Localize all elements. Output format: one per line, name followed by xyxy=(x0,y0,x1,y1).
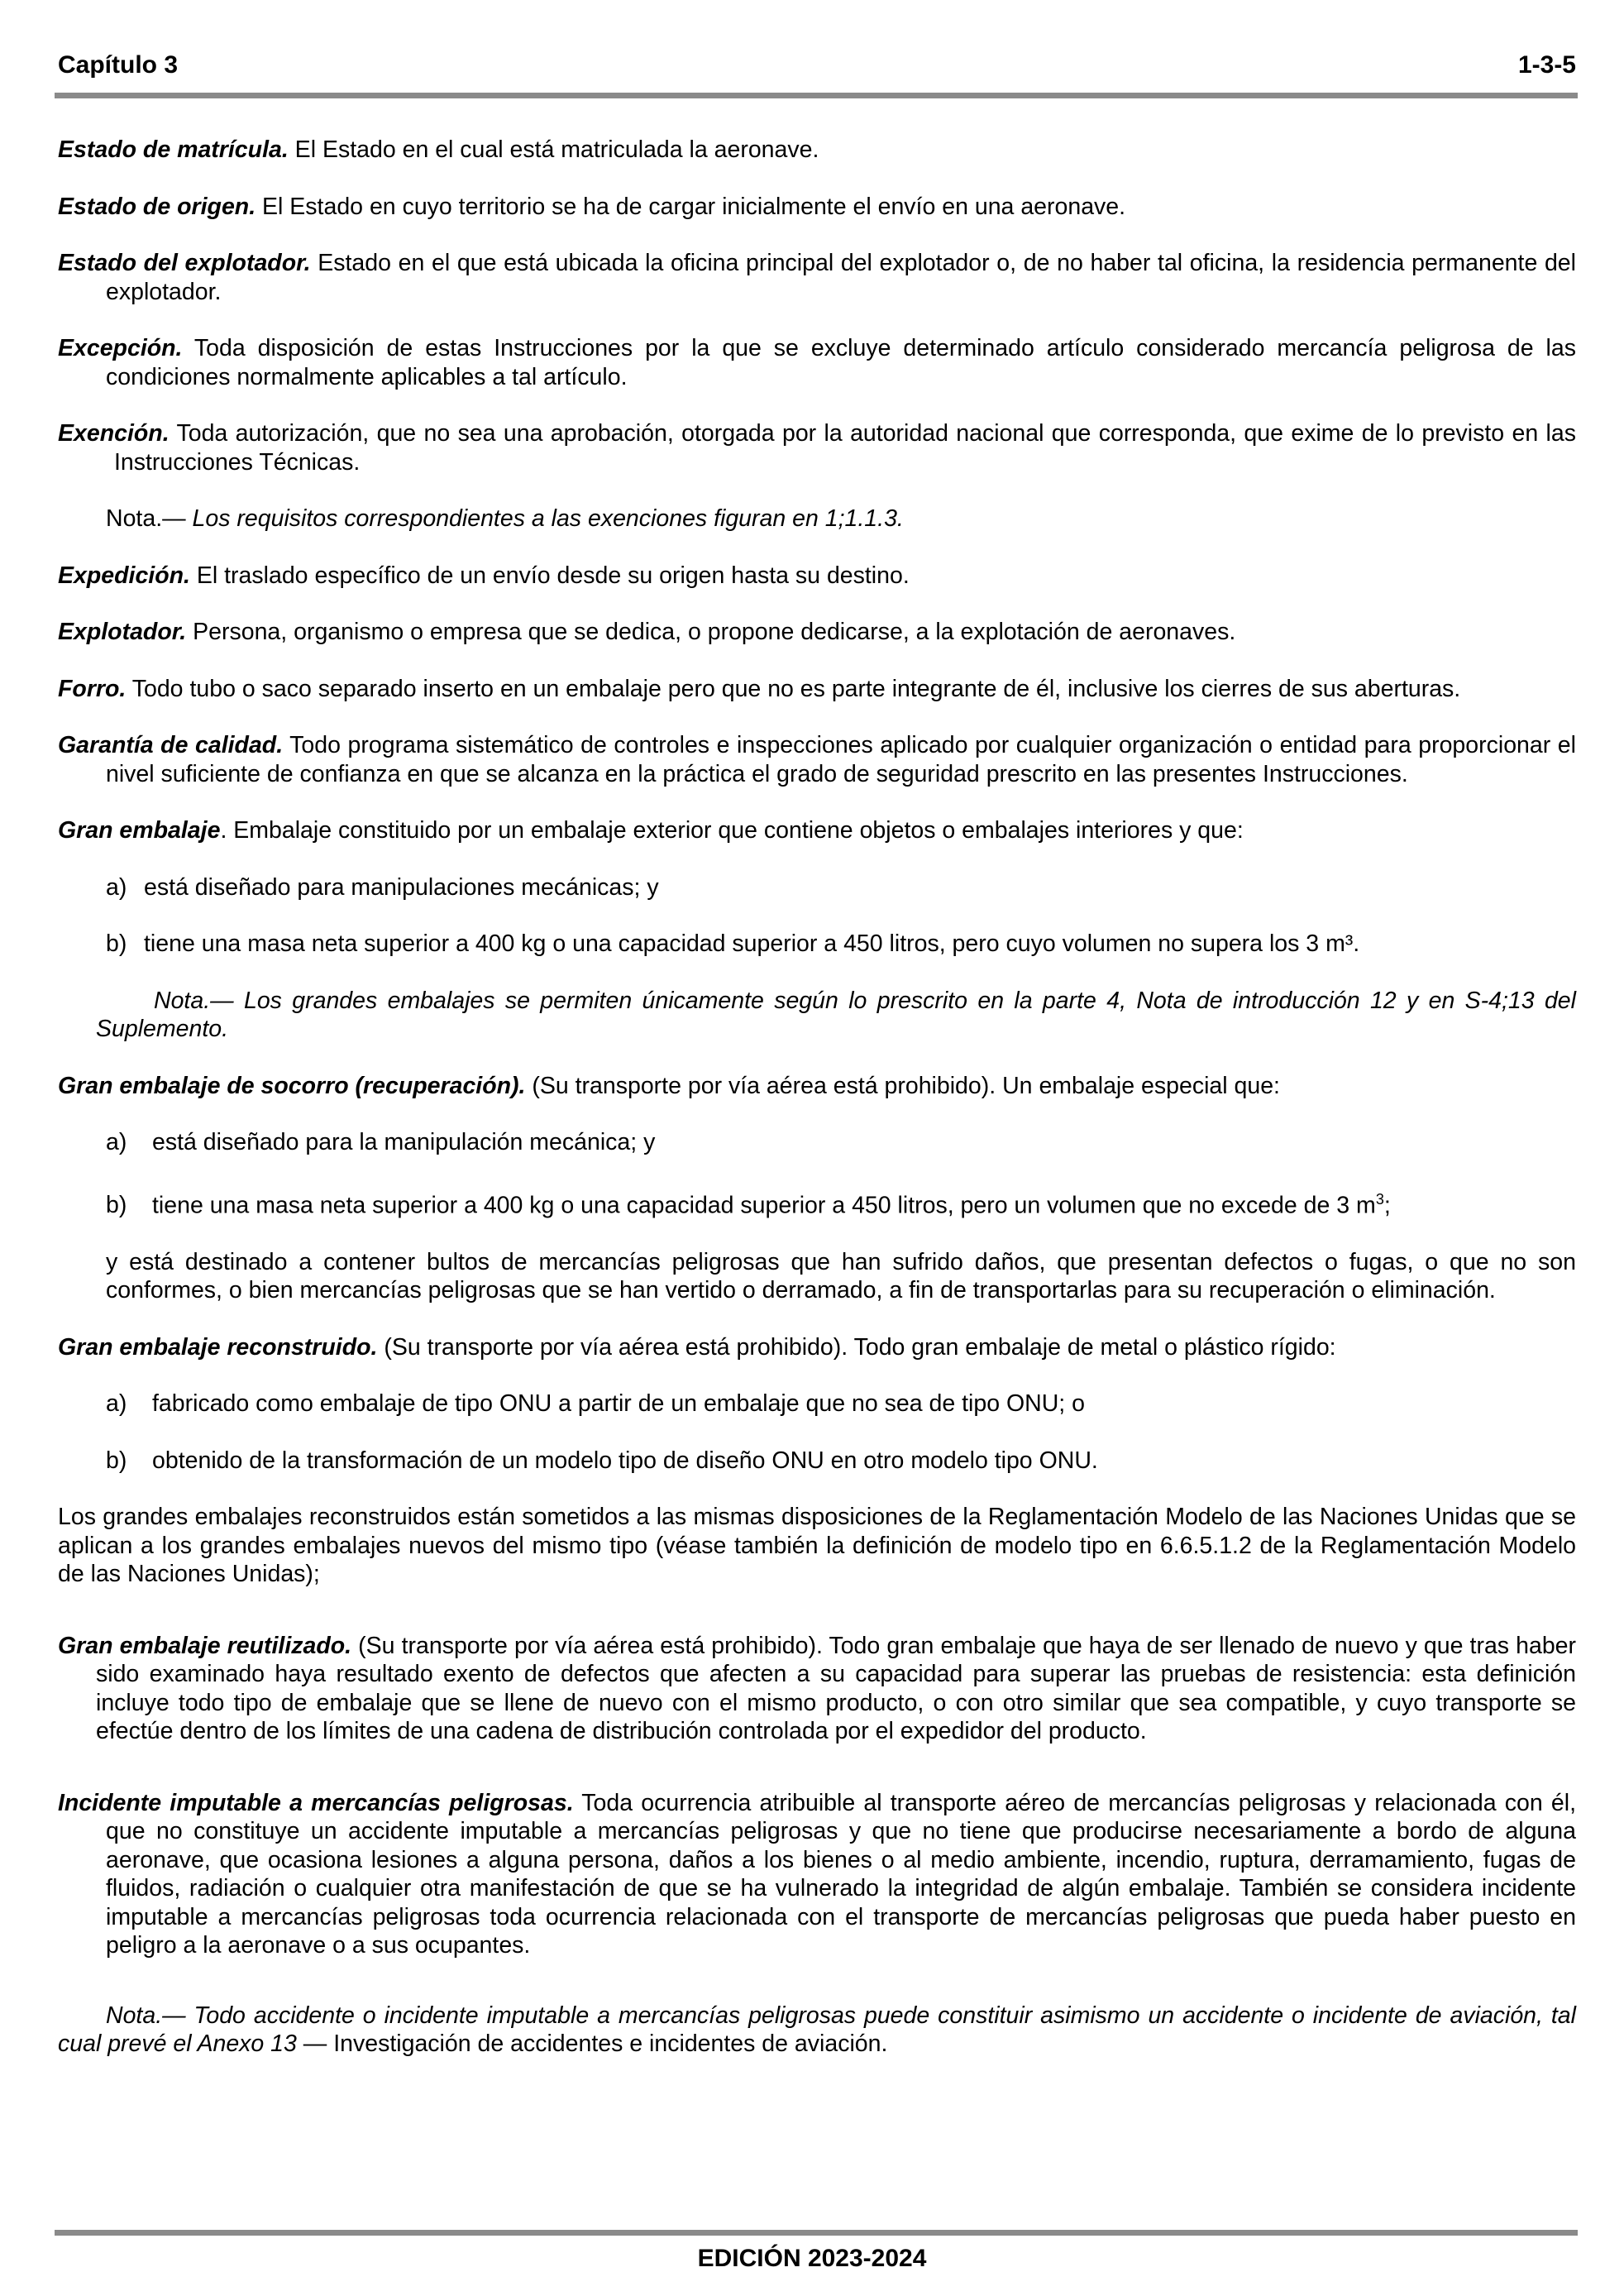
definition-text: El Estado en el cual está matriculada la aeronave. xyxy=(288,136,819,163)
definition-gran-embalaje-reutilizado xyxy=(58,1632,1576,1746)
definition-term: Garantía de calidad. xyxy=(58,732,284,758)
list-item xyxy=(58,1390,1576,1418)
superscript-exponent: 3 xyxy=(1375,1190,1384,1208)
list-item xyxy=(58,1128,1576,1157)
definition-term: Exención. xyxy=(58,420,170,447)
definition-term: Forro. xyxy=(58,675,127,702)
list-item-label: a) xyxy=(106,1129,127,1155)
definition-text: . Embalaje constituido por un embalaje exterior que contiene objetos o embalajes interiores y que: xyxy=(220,817,1244,844)
definition-forro xyxy=(58,675,1576,704)
note-exencion xyxy=(58,505,1576,533)
definition-text: Todo tubo o saco separado inserto en un embalaje pero que no es parte integrante de él, inclusive los cierres de sus aberturas. xyxy=(126,675,1461,702)
note-gran-embalaje: Nota.— Los grandes embalajes se permiten únicamente según lo prescrito en la parte 4, Nota de introducción 12 y en S-4;13 del Suplemento. xyxy=(96,987,1576,1042)
continuation-paragraph: y está destinado a contener bultos de mercancías peligrosas que han sufrido daños, que presentan defectos o fugas, o que no son conformes, o bien mercancías peligrosas que se han vertido o derramado, a fin de transportarlas para su recuperación o eliminación. xyxy=(106,1248,1576,1303)
note-text: Nota.— Todo accidente o incidente imputable a mercancías peligrosas puede constituir asimismo un accidente o incidente de aviación, tal cual prevé el Anexo 13 xyxy=(58,2002,1576,2057)
definition-text: El Estado en cuyo territorio se ha de cargar inicialmente el envío en una aeronave. xyxy=(256,193,1126,220)
note-text: Los requisitos correspondientes a las exenciones figuran en 1;1.1.3. xyxy=(192,505,904,532)
definition-text: Todo programa sistemático de controles e inspecciones aplicado por cualquier organización o entidad para proporcionar el nivel suficiente de confianza en que se alcanza en la práctica el grado de seguridad prescrito en las presentes Instrucciones. xyxy=(106,732,1576,787)
definition-text: Toda autorización, que no sea una aprobación, otorgada por la autoridad nacional que corresponda, que exime de lo previsto en las Instrucciones Técnicas. xyxy=(114,420,1576,476)
list-item-label: b) xyxy=(106,930,127,957)
definition-term: Estado de matrícula. xyxy=(58,136,289,163)
definition-explotador xyxy=(58,618,1576,647)
definition-text: (Su transporte por vía aérea está prohibido). Todo gran embalaje de metal o plástico rígido: xyxy=(377,1333,1336,1361)
list-item-tail: ; xyxy=(1383,1192,1391,1218)
definition-term: Gran embalaje xyxy=(58,817,221,844)
list-item-text: fabricado como embalaje de tipo ONU a partir de un embalaje que no sea de tipo ONU; o xyxy=(152,1390,1085,1417)
definition-text: Toda disposición de estas Instrucciones por la que se excluye determinado artículo considerado mercancía peligrosa de las condiciones normalmente aplicables a tal artículo. xyxy=(106,335,1576,390)
definition-estado-matricula xyxy=(58,136,1576,165)
definition-term: Estado de origen. xyxy=(58,193,256,220)
edition-footer: EDICIÓN 2023-2024 xyxy=(697,2245,927,2272)
body-paragraph: Los grandes embalajes reconstruidos están sometidos a las mismas disposiciones de la Reglamentación Modelo de las Naciones Unidas que se aplican a los grandes embalajes nuevos del mismo tipo (véase también la definición de modelo tipo en 6.6.5.1.2 de la Reglamentación Modelo de las Naciones Unidas); xyxy=(58,1504,1576,1587)
list-item-text: tiene una masa neta superior a 400 kg o una capacidad superior a 450 litros, pero cuyo volumen no supera los 3 m³. xyxy=(144,930,1360,957)
list-item xyxy=(58,1447,1576,1476)
definition-term: Expedición. xyxy=(58,562,190,589)
definition-exencion xyxy=(58,419,1576,476)
definition-estado-explotador xyxy=(58,249,1576,306)
definition-text: Toda ocurrencia atribuible al transporte aéreo de mercancías peligrosas y relacionada con él, que no constituye un accidente imputable a mercancías peligrosas y que no tiene que producirse necesariamente a bordo de alguna aeronave, que ocasiona lesiones a alguna persona, daños a los bienes o al medio ambiente, incendio, ruptura, derramamiento, fugas de fluidos, radiación o cualquier otra manifestación de que se ha vulnerado la integridad de algún embalaje. También se considera incidente imputable a mercancías peligrosas toda ocurrencia relacionada con el transporte de mercancías peligrosas que pueda haber puesto en peligro a la aeronave o a sus ocupantes. xyxy=(106,1789,1577,1959)
page-header xyxy=(58,51,1576,84)
list-item xyxy=(58,930,1576,959)
document-body xyxy=(58,136,1576,2087)
definition-term: Gran embalaje de socorro (recuperación). xyxy=(58,1072,526,1099)
list-item-label: a) xyxy=(106,1390,127,1417)
definition-term: Gran embalaje reconstruido. xyxy=(58,1333,378,1361)
list-item-text: tiene una masa neta superior a 400 kg o una capacidad superior a 450 litros, pero un volumen que no excede de 3 m xyxy=(152,1192,1376,1218)
definition-term: Estado del explotador. xyxy=(58,250,311,276)
definition-text: (Su transporte por vía aérea está prohibido). Un embalaje especial que: xyxy=(525,1072,1280,1099)
note-lead: Nota.— xyxy=(106,505,193,532)
note-tail: — Investigación de accidentes e incidentes de aviación. xyxy=(296,2031,888,2057)
note-final xyxy=(58,2002,1576,2059)
definition-term: Explotador. xyxy=(58,619,187,645)
list-item-text: obtenido de la transformación de un modelo tipo de diseño ONU en otro modelo tipo ONU. xyxy=(152,1447,1098,1474)
header-divider xyxy=(55,93,1578,98)
definition-incidente xyxy=(58,1789,1576,1960)
definition-excepcion xyxy=(58,334,1576,391)
definition-gran-embalaje-socorro xyxy=(58,1072,1576,1101)
footer-divider xyxy=(55,2230,1578,2236)
list-item xyxy=(58,873,1576,902)
definition-term: Excepción. xyxy=(58,335,183,361)
definition-gran-embalaje xyxy=(58,816,1576,845)
list-item-text: está diseñado para la manipulación mecánica; y xyxy=(152,1129,656,1155)
definition-text: El traslado específico de un envío desde su origen hasta su destino. xyxy=(189,562,910,589)
list-item xyxy=(58,1185,1576,1220)
definition-text: Persona, organismo o empresa que se dedica, o propone dedicarse, a la explotación de aeronaves. xyxy=(186,619,1236,645)
definition-expedicion xyxy=(58,562,1576,591)
list-item-label: b) xyxy=(106,1192,127,1218)
chapter-title: Capítulo 3 xyxy=(58,51,179,79)
definition-garantia-calidad xyxy=(58,731,1576,788)
page-number: 1-3-5 xyxy=(1517,51,1576,79)
list-item-label: a) xyxy=(106,873,127,901)
list-item-text: está diseñado para manipulaciones mecánicas; y xyxy=(144,873,659,901)
definition-text: (Su transporte por vía aérea está prohibido). Todo gran embalaje que haya de ser llenado de nuevo y que tras haber sido examinado haya resultado exento de defectos que afecten a su capacidad para superar las pruebas de resistencia: esta definición incluye todo tipo de embalaje que se llene de nuevo con el mismo producto, o con otro similar que sea compatible, y cuyo transporte se efectúe dentro de los límites de una cadena de distribución controlada por el expedidor del producto. xyxy=(96,1632,1577,1744)
definition-estado-origen xyxy=(58,193,1576,222)
definition-term: Gran embalaje reutilizado. xyxy=(58,1632,352,1659)
definition-text: Estado en el que está ubicada la oficina principal del explotador o, de no haber tal oficina, la residencia permanente del explotador. xyxy=(106,250,1576,305)
definition-term: Incidente imputable a mercancías peligrosas. xyxy=(58,1789,574,1816)
definition-gran-embalaje-reconstruido xyxy=(58,1333,1576,1362)
list-item-label: b) xyxy=(106,1447,127,1474)
